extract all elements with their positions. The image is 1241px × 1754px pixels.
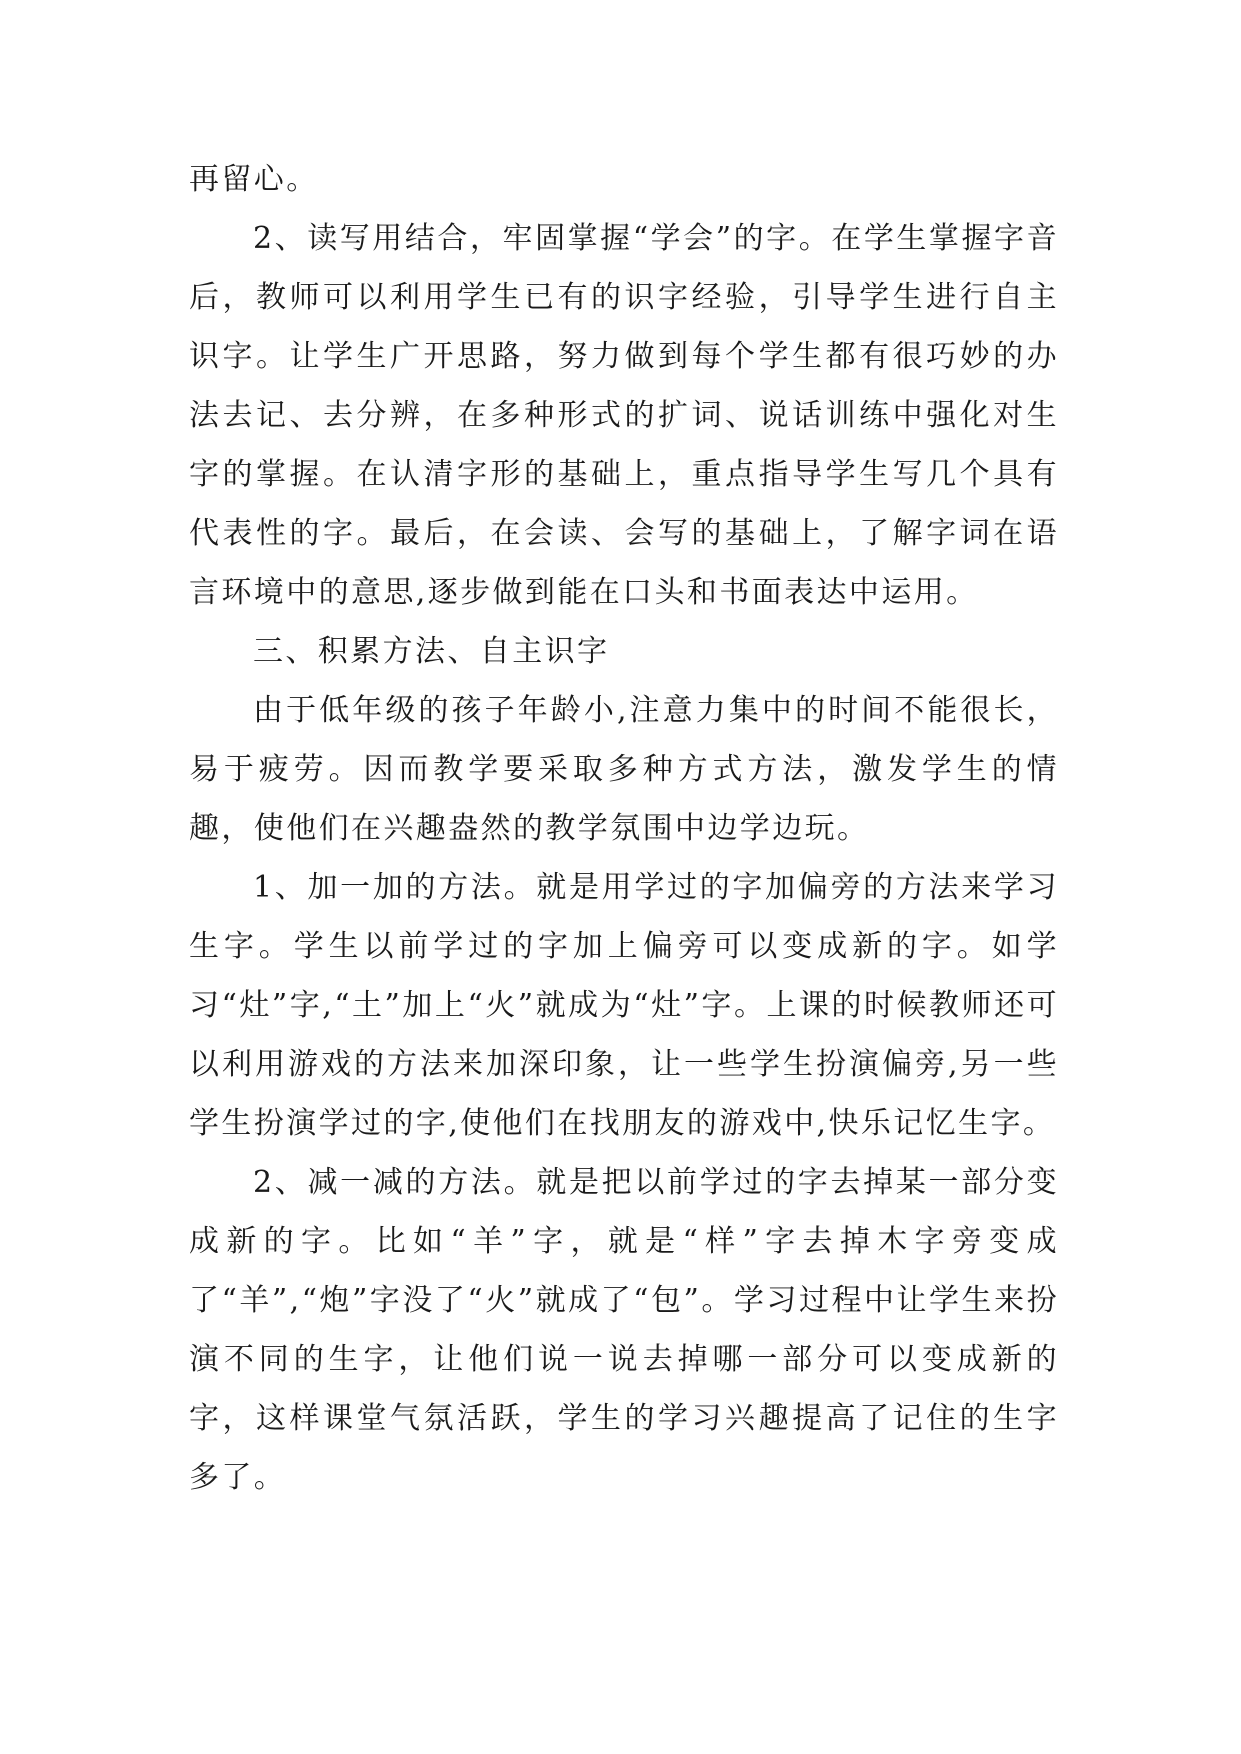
section-heading: 三、积累方法、自主识字 — [253, 634, 610, 669]
paragraph-read-write-combine: 2、读写用结合，牢固掌握“学会”的字。在学生掌握字音后，教师可以利用学生已有的识字经验，引导学生进行自主识字。让学生广开思路，努力做到每个学生都有很巧妙的办法去记、去分辨，在多种形式的扩词、说话训练中强化对生字的掌握。在认清字形的基础上，重点指导学生写几个具有代表性的字。最后，在会读、会写的基础上，了解字词在语言环境中的意思,逐步做到能在口头和书面表达中运用。 — [189, 221, 1059, 610]
paragraph-add-method: 1、加一加的方法。就是用学过的字加偏旁的方法来学习生字。学生以前学过的字加上偏旁可以变成新的字。如学习“灶”字,“土”加上“火”就成为“灶”字。上课的时候教师还可以利用游戏的方法来加深印象，让一些学生扮演偏旁,另一些学生扮演学过的字,使他们在找朋友的游戏中,快乐记忆生字。 — [189, 870, 1059, 1141]
document-body — [189, 150, 1059, 1507]
paragraph-intro: 由于低年级的孩子年龄小,注意力集中的时间不能很长，易于疲劳。因而教学要采取多种方式方法，激发学生的情趣，使他们在兴趣盎然的教学氛围中边学边玩。 — [189, 693, 1059, 846]
paragraph-continuation: 再留心。 — [189, 162, 319, 197]
paragraph-subtract-method: 2、减一减的方法。就是把以前学过的字去掉某一部分变成新的字。比如“羊”字，就是“样”字去掉木字旁变成了“羊”,“炮”字没了“火”就成了“包”。学习过程中让学生来扮演不同的生字，让他们说一说去掉哪一部分可以变成新的字，这样课堂气氛活跃，学生的学习兴趣提高了记住的生字多了。 — [189, 1165, 1059, 1495]
